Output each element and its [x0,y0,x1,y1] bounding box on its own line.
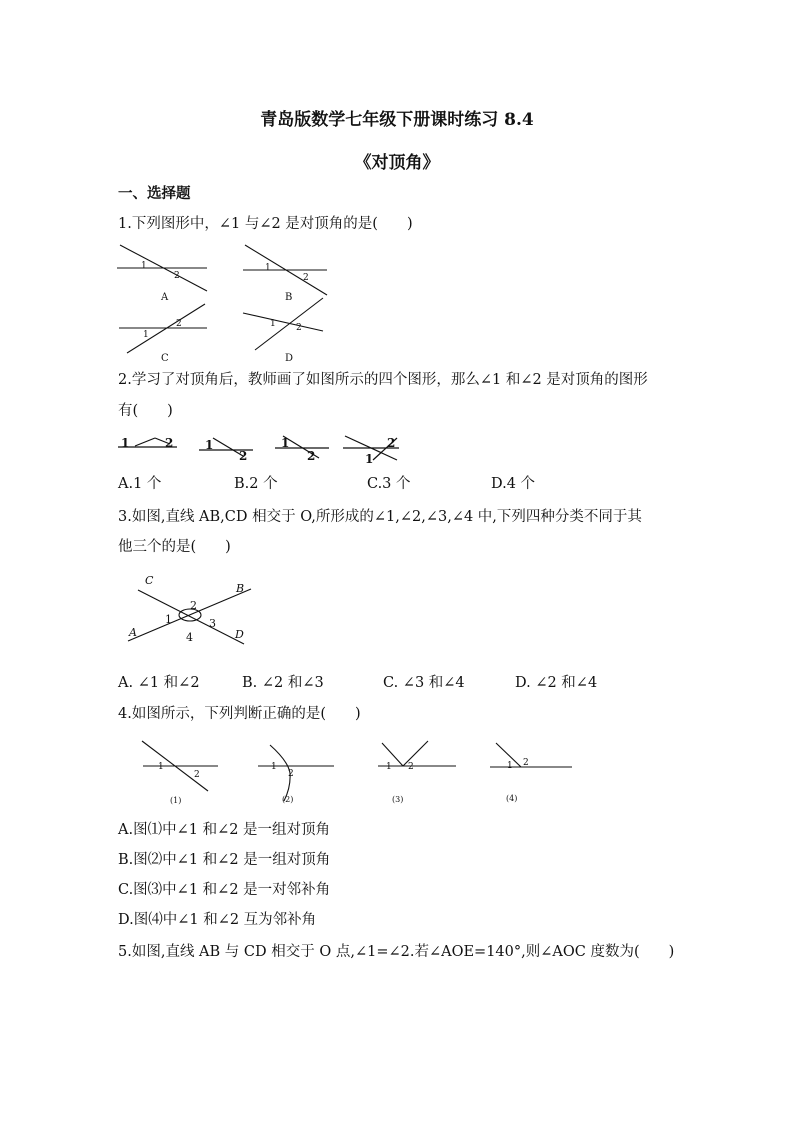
svg-text:2: 2 [239,449,248,463]
svg-text:1: 1 [386,762,392,772]
svg-text:1: 1 [205,438,214,452]
svg-text:1: 1 [507,761,513,771]
figure-label-4: (4) [506,794,518,803]
svg-text:1: 1 [121,436,130,450]
question-3-option-a: A. ∠1 和∠2 [118,675,200,691]
question-3-option-c: C. ∠3 和∠4 [383,675,465,691]
question-1-stem: 1.下列图形中，∠1 与∠2 是对顶角的是( ) [118,216,413,232]
svg-text:4: 4 [186,631,193,644]
page-title: 青岛版数学七年级下册课时练习 8.4 [260,110,534,130]
question-2-stem-line-2: 有( ) [118,403,173,419]
figure-label-c: C [161,353,169,364]
question-3-stem-line-2: 他三个的是( ) [118,539,231,555]
figure-label-d: D [285,353,294,364]
svg-text:1: 1 [141,261,147,271]
section-heading: 一、选择题 [118,185,191,202]
question-4-option-a: A.图⑴中∠1 和∠2 是一组对顶角 [118,822,331,838]
question-2-stem-line-1: 2.学习了对顶角后，教师画了如图所示的四个图形，那么∠1 和∠2 是对顶角的图形 [118,372,648,388]
question-3-figure [118,570,258,660]
svg-text:1: 1 [271,762,277,772]
question-3-option-d: D. ∠2 和∠4 [515,675,598,691]
point-label-a: A [129,626,137,639]
svg-text:1: 1 [158,762,164,772]
svg-text:2: 2 [194,770,200,780]
question-2-figure [115,430,415,464]
svg-text:2: 2 [176,319,182,329]
point-label-c: C [145,574,154,587]
figure-label-2: (2) [282,795,294,804]
figure-label-a: A [161,292,169,303]
svg-text:1: 1 [270,319,276,329]
question-1-figure [115,238,335,368]
svg-text:1: 1 [265,263,271,273]
question-4-option-d: D.图⑷中∠1 和∠2 互为邻补角 [118,912,317,928]
question-4-figure [138,735,578,807]
svg-text:2: 2 [387,436,396,450]
question-2-option-d: D.4 个 [491,476,536,492]
svg-text:2: 2 [165,436,174,450]
question-3-option-b: B. ∠2 和∠3 [242,675,324,691]
svg-text:1: 1 [281,436,290,450]
question-2-option-c: C.3 个 [367,476,411,492]
svg-text:1: 1 [365,452,374,464]
figure-label-b: B [285,292,293,303]
svg-text:2: 2 [174,271,180,281]
svg-text:2: 2 [296,323,302,333]
point-label-b: B [236,582,245,595]
svg-text:2: 2 [523,758,529,768]
page-subtitle: 《对顶角》 [354,153,440,173]
svg-text:2: 2 [190,599,197,612]
svg-text:2: 2 [303,273,309,283]
svg-text:1: 1 [165,613,172,626]
question-4-stem: 4.如图所示，下列判断正确的是( ) [118,706,361,722]
svg-text:1: 1 [143,330,149,340]
svg-text:3: 3 [209,617,216,630]
question-4-option-b: B.图⑵中∠1 和∠2 是一组对顶角 [118,852,331,868]
question-2-option-a: A.1 个 [118,476,162,492]
svg-text:2: 2 [288,769,294,779]
question-5-stem: 5.如图,直线 AB 与 CD 相交于 O 点,∠1=∠2.若∠AOE=140°,则∠AOC 度数为( ) [118,944,675,960]
figure-label-1: (1) [170,796,182,805]
question-4-option-c: C.图⑶中∠1 和∠2 是一对邻补角 [118,882,331,898]
question-2-option-b: B.2 个 [234,476,278,492]
svg-text:2: 2 [408,762,414,772]
svg-text:2: 2 [307,449,316,463]
question-3-stem-line-1: 3.如图,直线 AB,CD 相交于 O,所形成的∠1,∠2,∠3,∠4 中,下列四种分类不同于其 [118,509,642,525]
figure-label-3: (3) [392,795,404,804]
point-label-d: D [235,628,244,641]
